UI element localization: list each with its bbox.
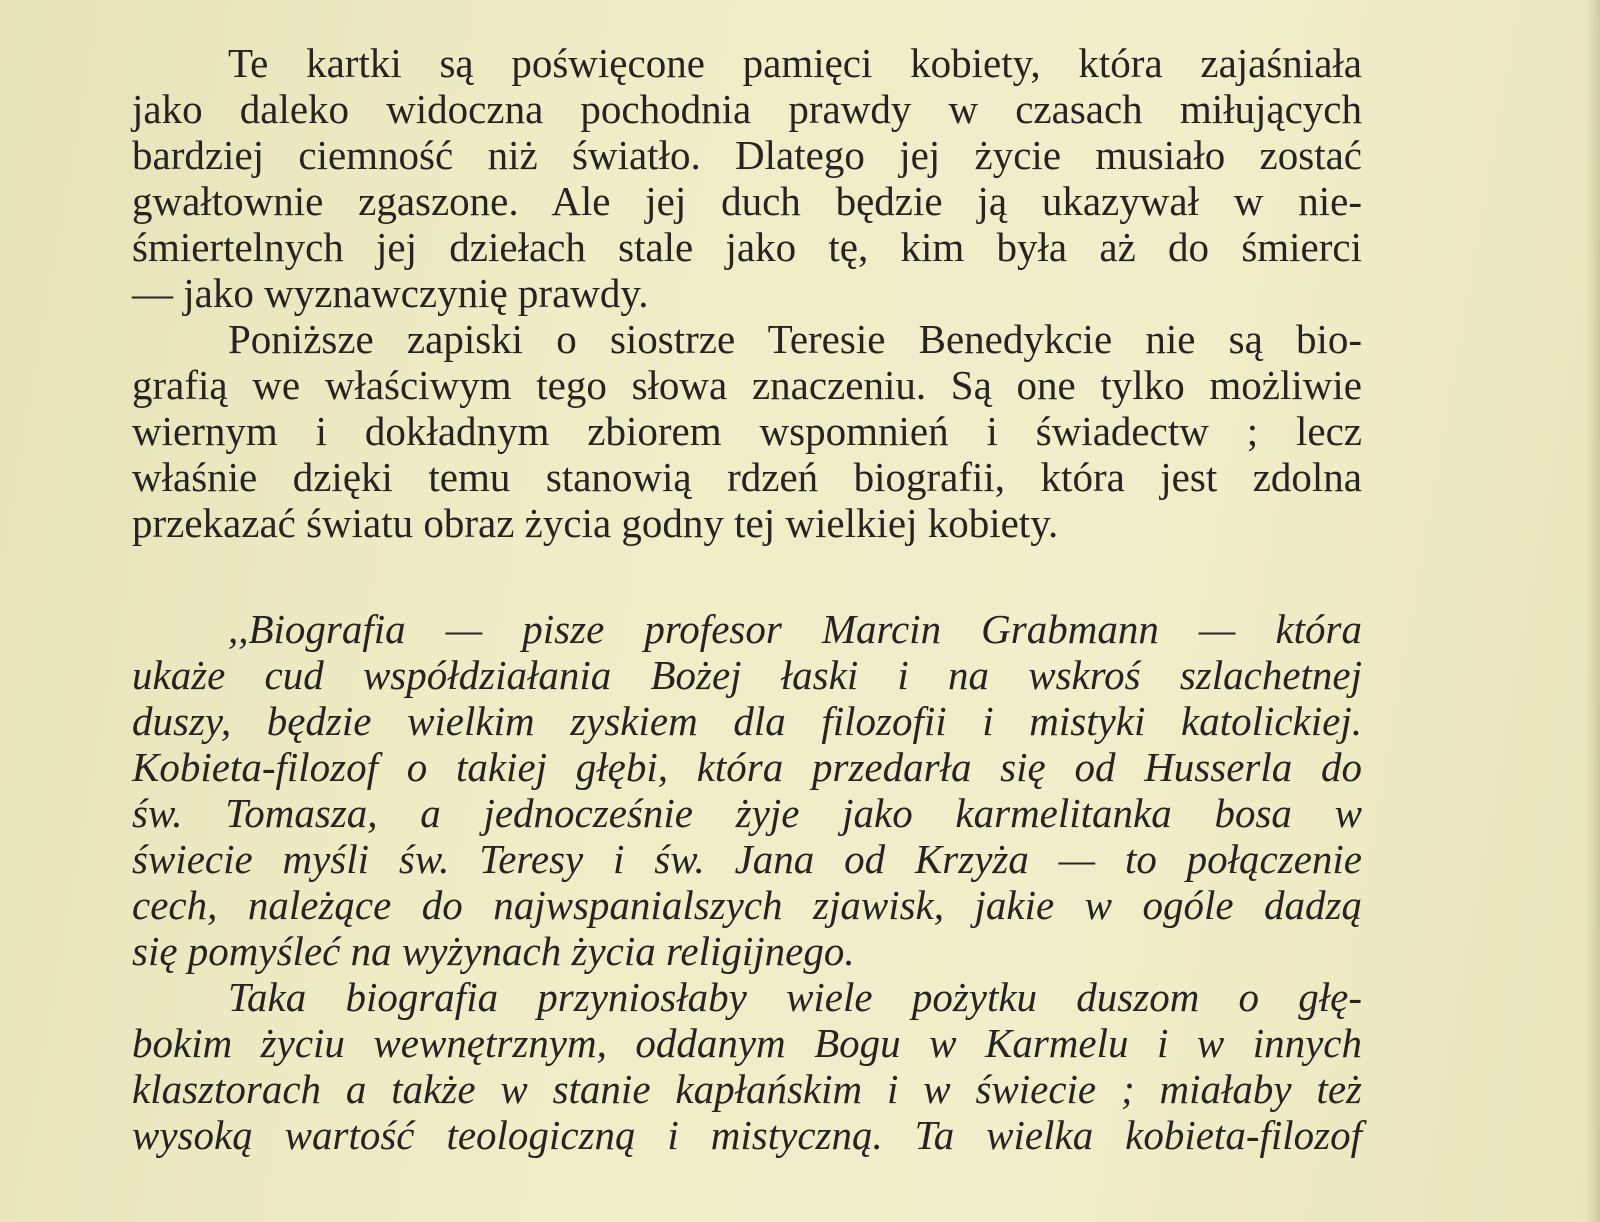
text-line: — jako wyznawczynię prawdy. — [132, 270, 649, 316]
text-line: bokim życiu wewnętrznym, oddanym Bogu w Karmelu i w innych — [132, 1020, 1362, 1066]
text-line: Taka biografia przyniosłaby wiele pożytku duszom o głę- — [228, 974, 1362, 1020]
text-line: ukaże cud współdziałania Bożej łaski i na wskroś szlachetnej — [132, 652, 1362, 698]
paragraph-quote-grabmann — [132, 606, 1362, 974]
text-line: grafią we właściwym tego słowa znaczeniu. Są one tylko możliwie — [132, 362, 1362, 408]
book-page — [132, 40, 1362, 1158]
text-line: bardziej ciemność niż światło. Dlatego jej życie musiało zostać — [132, 132, 1362, 178]
text-line: wysoką wartość teologiczną i mistyczną. Ta wielka kobieta-filozof — [132, 1112, 1362, 1158]
text-line: ,,Biografia — pisze profesor Marcin Grabmann — która — [228, 606, 1362, 652]
paragraph-notes — [132, 316, 1362, 546]
text-line: gwałtownie zgaszone. Ale jej duch będzie ją ukazywał w nie- — [132, 178, 1362, 224]
text-line: śmiertelnych jej dziełach stale jako tę, kim była aż do śmierci — [132, 224, 1362, 270]
text-line: klasztorach a także w stanie kapłańskim i w świecie ; miałaby też — [132, 1066, 1362, 1112]
text-line: świecie myśli św. Teresy i św. Jana od Krzyża — to połączenie — [132, 836, 1362, 882]
section-gap — [132, 546, 1362, 606]
text-line: się pomyśleć na wyżynach życia religijnego. — [132, 928, 855, 974]
text-line: właśnie dzięki temu stanowią rdzeń biografii, która jest zdolna — [132, 454, 1362, 500]
text-line: przekazać światu obraz życia godny tej wielkiej kobiety. — [132, 500, 1059, 546]
text-line: św. Tomasza, a jednocześnie żyje jako karmelitanka bosa w — [132, 790, 1362, 836]
text-line: Te kartki są poświęcone pamięci kobiety, która zajaśniała — [228, 40, 1362, 86]
text-line: jako daleko widoczna pochodnia prawdy w czasach miłujących — [132, 86, 1362, 132]
paragraph-quote-continued — [132, 974, 1362, 1158]
paragraph-dedication — [132, 40, 1362, 316]
page-spine-shadow — [1586, 0, 1600, 1222]
text-line: cech, należące do najwspanialszych zjawisk, jakie w ogóle dadzą — [132, 882, 1362, 928]
text-line: Kobieta-filozof o takiej głębi, która przedarła się od Husserla do — [132, 744, 1362, 790]
text-line: duszy, będzie wielkim zyskiem dla filozofii i mistyki katolickiej. — [132, 698, 1362, 744]
text-line: Poniższe zapiski o siostrze Teresie Benedykcie nie są bio- — [228, 316, 1362, 362]
text-line: wiernym i dokładnym zbiorem wspomnień i świadectw ; lecz — [132, 408, 1362, 454]
